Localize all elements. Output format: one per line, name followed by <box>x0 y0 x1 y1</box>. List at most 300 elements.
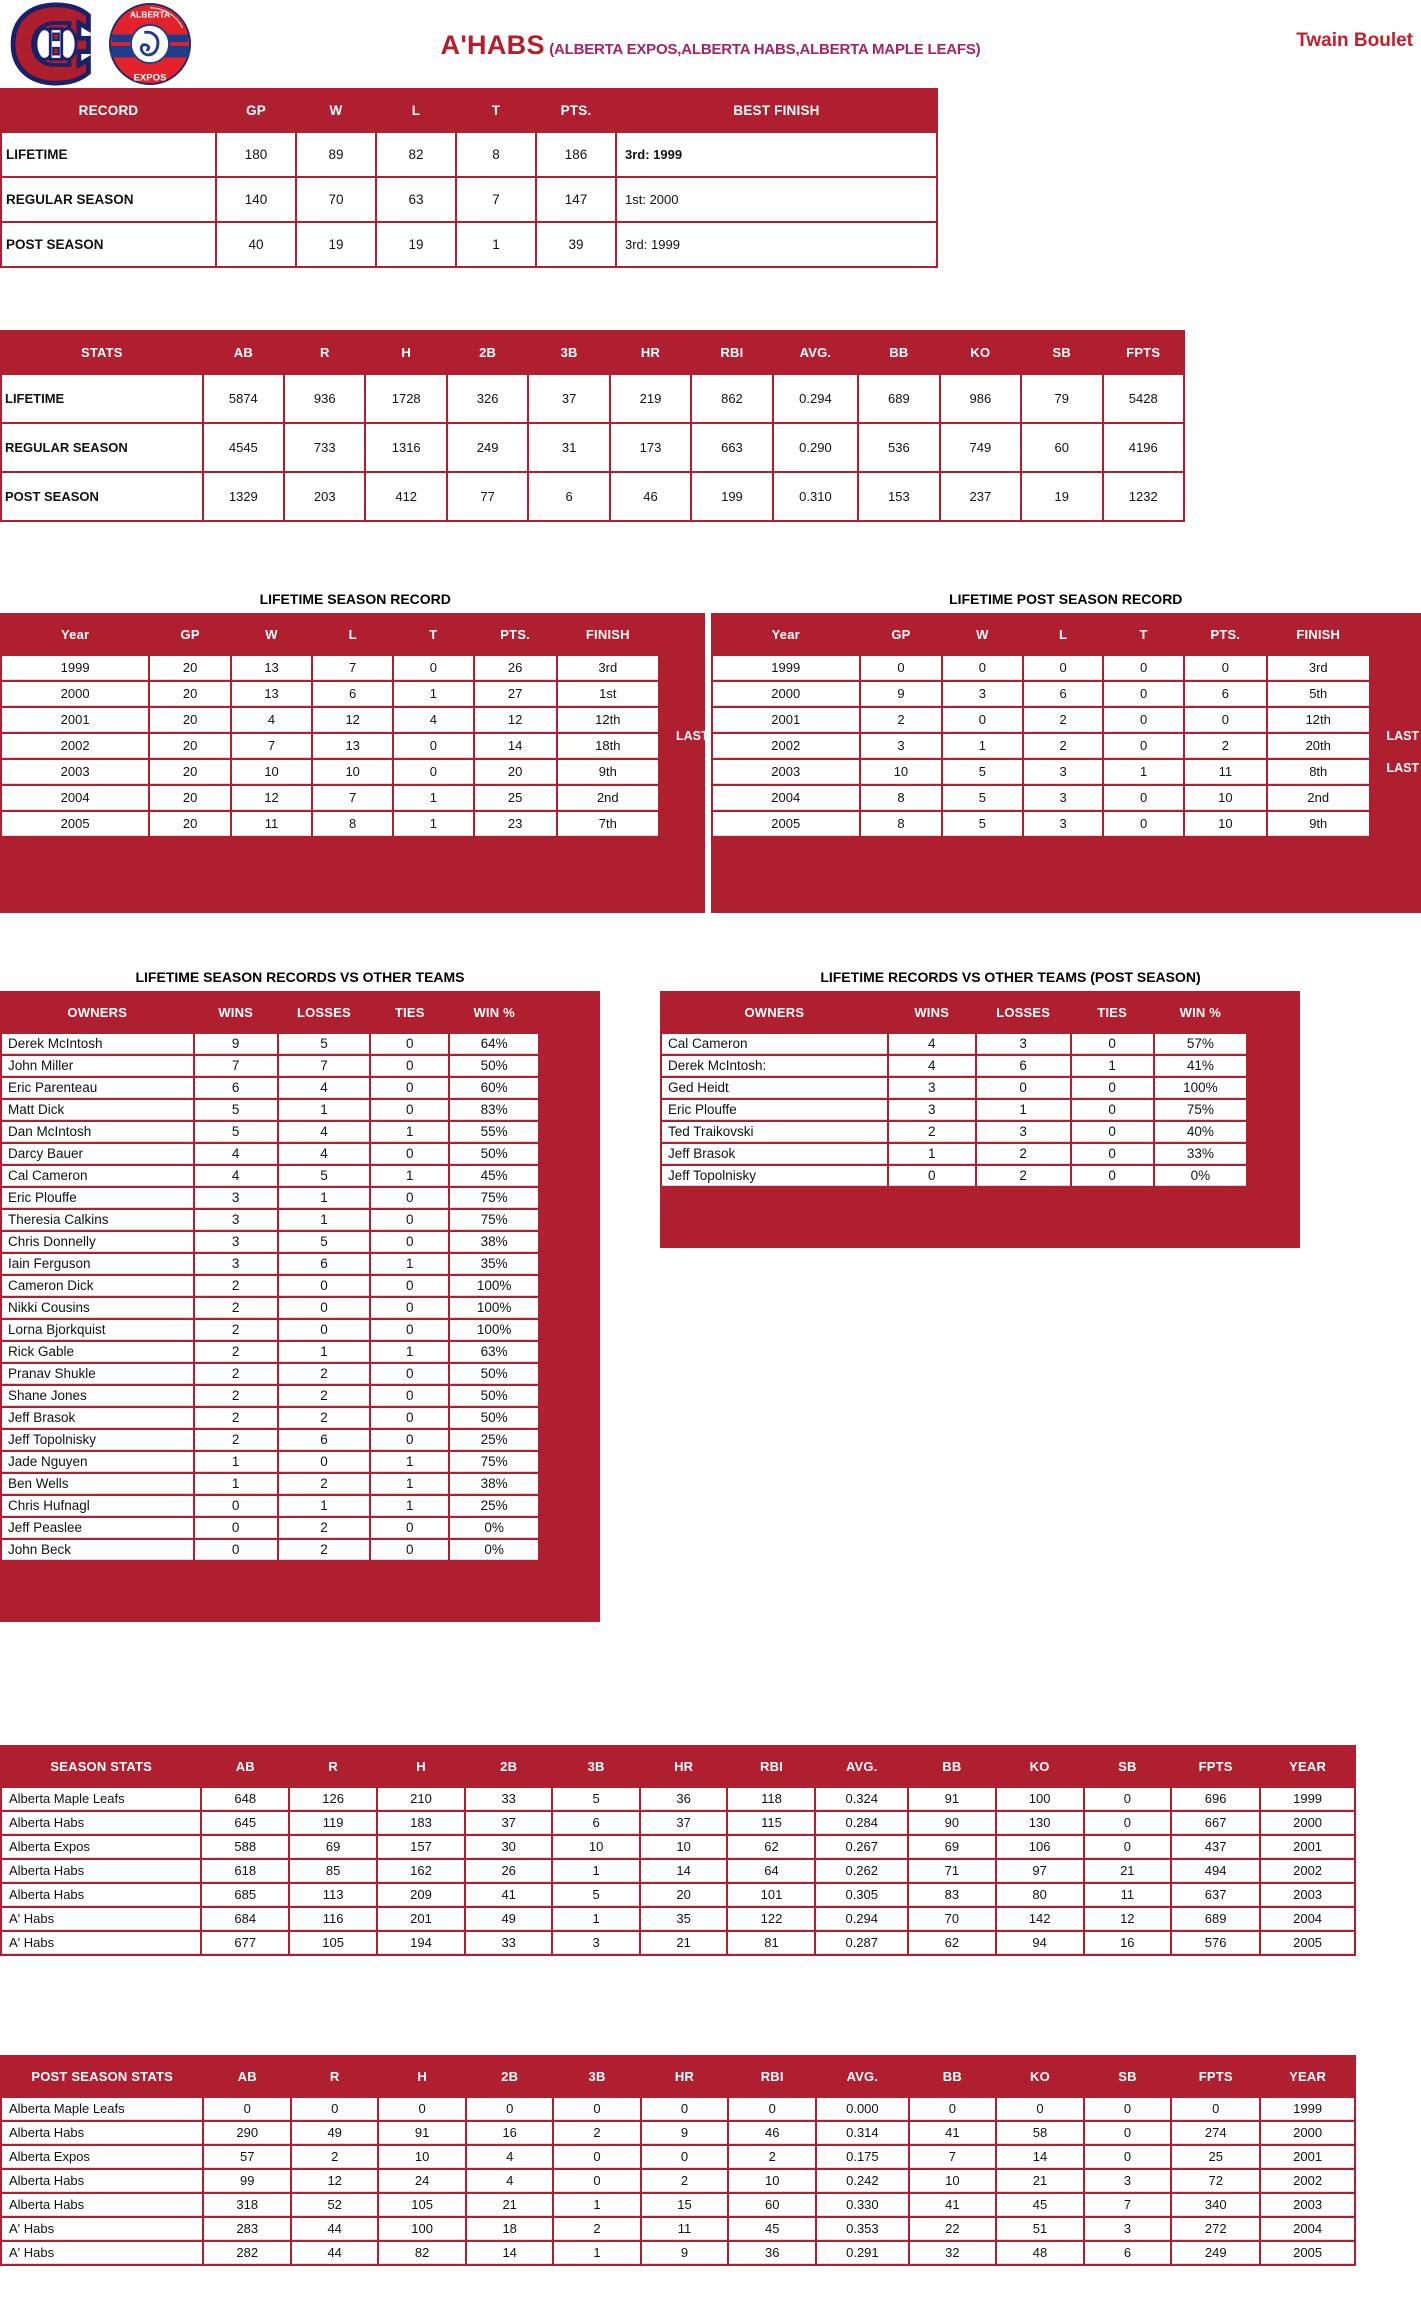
season_stats-row5-bb: 70 <box>909 1908 995 1930</box>
record-post-label: POST SEASON <box>2 223 215 266</box>
post_season_record-2003-w: 5 <box>943 760 1022 784</box>
stats-post-season-3b: 6 <box>529 473 608 520</box>
table-row <box>2 2098 1354 2120</box>
season_record-2000-pts: 27 <box>475 682 556 706</box>
vs_season-cal-cameron-win-pct: 45% <box>450 1166 538 1186</box>
vs_post_season-jeff-topolnisky-win-pct: 0% <box>1155 1166 1246 1186</box>
vs_season-jeff-peaslee-name: Jeff Peaslee <box>2 1518 193 1538</box>
season_record-2003-w: 10 <box>232 760 311 784</box>
col-w: W <box>943 615 1022 654</box>
vs_season-derek-mcintosh-losses: 5 <box>279 1034 369 1054</box>
vs_post_season-jeff-brasok-wins: 1 <box>889 1144 975 1164</box>
post_season_stats-row0-ab: 0 <box>204 2098 290 2120</box>
post_season_stats-row1-r: 49 <box>292 2122 377 2144</box>
vs_season-lorna-bjorkquist-wins: 2 <box>195 1320 277 1340</box>
col-bb: BB <box>909 1747 995 1786</box>
vs_season-jeff-peaslee-losses: 2 <box>279 1518 369 1538</box>
stats-post-season-ab: 1329 <box>204 473 283 520</box>
record-lifetime-l: 82 <box>377 133 455 176</box>
post_season_stats-row6-r: 44 <box>292 2242 377 2264</box>
table-row <box>662 1056 1246 1076</box>
post_season_stats-row4-r: 52 <box>292 2194 377 2216</box>
stats-lifetime-hr: 219 <box>611 375 690 422</box>
vs_season-lorna-bjorkquist-losses: 0 <box>279 1320 369 1340</box>
col-wins: WINS <box>195 993 277 1032</box>
stats-lifetime-3b: 37 <box>529 375 608 422</box>
vs_season-cal-cameron-wins: 4 <box>195 1166 277 1186</box>
post_season_stats-row1-3b: 2 <box>554 2122 639 2144</box>
season_stats-row2-avg: 0.267 <box>816 1836 907 1858</box>
vs_season-john-miller-ties: 0 <box>371 1056 448 1076</box>
record-lifetime-t: 8 <box>457 133 535 176</box>
vs_season-shane-jones-win-pct: 50% <box>450 1386 538 1406</box>
season_stats-row2-ab: 588 <box>202 1836 288 1858</box>
post_season_record-2001-finish: 12th <box>1268 708 1369 732</box>
stats-regular-season-ab: 4545 <box>204 424 283 471</box>
vs_season-chris-hufnagl-wins: 0 <box>195 1496 277 1516</box>
vs_season-cameron-dick-losses: 0 <box>279 1276 369 1296</box>
vs_post_season-ted-traikovski-name: Ted Traikovski <box>662 1122 887 1142</box>
vs_post_season-cal-cameron-losses: 3 <box>977 1034 1070 1054</box>
table-row <box>2 1210 538 1230</box>
season_record-1999-gp: 20 <box>150 656 230 680</box>
season-record-panel <box>0 613 711 913</box>
record-post-best: 3rd: 1999 <box>617 223 936 266</box>
table-header-row <box>2 90 936 131</box>
record-lifetime-pts: 186 <box>537 133 615 176</box>
post_season_record-2002-pts: 2 <box>1185 734 1266 758</box>
season_record-2001-finish: 12th <box>558 708 658 732</box>
post_season_stats-row1-ko: 58 <box>997 2122 1083 2144</box>
vs-tables-row <box>0 991 1421 1622</box>
post_season_stats-row5-avg: 0.353 <box>817 2218 907 2240</box>
season_stats-row0-fpts: 696 <box>1172 1788 1259 1810</box>
vs_season-ben-wells-wins: 1 <box>195 1474 277 1494</box>
post_season_stats-row5-bb: 22 <box>910 2218 996 2240</box>
season_record-2002-w: 7 <box>232 734 311 758</box>
table-row <box>2 375 1183 422</box>
table-row <box>2 1232 538 1252</box>
season_record-2005-pts: 23 <box>475 812 556 836</box>
record-regular-t: 7 <box>457 178 535 221</box>
col-fpts: FPTS <box>1172 1747 1259 1786</box>
stats-post-season-h: 412 <box>366 473 445 520</box>
stats-post-season-bb: 153 <box>859 473 938 520</box>
col-pts: PTS. <box>537 90 615 131</box>
season_stats-row4-r: 113 <box>290 1884 376 1906</box>
record-post-w: 19 <box>297 223 375 266</box>
table-row <box>2 1342 538 1362</box>
season_record-2001-w: 4 <box>232 708 311 732</box>
post_season_stats-row4-ko: 45 <box>997 2194 1083 2216</box>
post_season_stats-row1-h: 91 <box>379 2122 465 2144</box>
vs_season-ben-wells-win-pct: 38% <box>450 1474 538 1494</box>
season_record-1999-l: 7 <box>313 656 392 680</box>
season_stats-row6-hr: 21 <box>641 1932 727 1954</box>
vs_season-jeff-peaslee-win-pct: 0% <box>450 1518 538 1538</box>
post_season_stats-row0-year: 1999 <box>1261 2098 1354 2120</box>
season_record-2005-year: 2005 <box>2 812 148 836</box>
table-row <box>662 1166 1246 1186</box>
vs_season-matt-dick-losses: 1 <box>279 1100 369 1120</box>
col-fpts: FPTS <box>1104 332 1184 373</box>
post_season_record-2001-t: 0 <box>1104 708 1182 732</box>
post_season_record-2004-l: 3 <box>1024 786 1102 810</box>
season_record-2003-gp: 20 <box>150 760 230 784</box>
lifetime-records-titles <box>0 565 1421 613</box>
post_season_stats-row3-r: 12 <box>292 2170 377 2192</box>
season_stats-row5-sb: 12 <box>1085 1908 1171 1930</box>
season_record-2001-year: 2001 <box>2 708 148 732</box>
col-year: YEAR <box>1261 2057 1354 2096</box>
vs_season-eric-parenteau-wins: 6 <box>195 1078 277 1098</box>
record-lifetime-w: 89 <box>297 133 375 176</box>
vs_post_season-derek-mcintosh-losses: 6 <box>977 1056 1070 1076</box>
vs_season-ben-wells-losses: 2 <box>279 1474 369 1494</box>
vs_post_season-cal-cameron-name: Cal Cameron <box>662 1034 887 1054</box>
vs_season-john-miller-win-pct: 50% <box>450 1056 538 1076</box>
vs_season-shane-jones-losses: 2 <box>279 1386 369 1406</box>
season_stats-row3-fpts: 494 <box>1172 1860 1259 1882</box>
vs_season-chris-donnelly-ties: 0 <box>371 1232 448 1252</box>
vs_season-pranav-shukle-name: Pranav Shukle <box>2 1364 193 1384</box>
post_season_record-2000-t: 0 <box>1104 682 1182 706</box>
table-row <box>2 178 936 221</box>
season_stats-row3-team: Alberta Habs <box>2 1860 200 1882</box>
vs_post_season-ged-heidt-name: Ged Heidt <box>662 1078 887 1098</box>
season_record-2005-w: 11 <box>232 812 311 836</box>
record-regular-w: 70 <box>297 178 375 221</box>
post_season_stats-row1-rbi: 46 <box>729 2122 815 2144</box>
col-avg: AVG. <box>774 332 858 373</box>
post_season_stats-row1-2b: 16 <box>467 2122 552 2144</box>
vs_post_season-eric-plouffe-name: Eric Plouffe <box>662 1100 887 1120</box>
table-row <box>713 682 1369 706</box>
season_record-2002-gp: 20 <box>150 734 230 758</box>
table-row <box>2 1408 538 1428</box>
table-row <box>2 1474 538 1494</box>
post_season_record-2001-w: 0 <box>943 708 1022 732</box>
vs_season-darcy-bauer-name: Darcy Bauer <box>2 1144 193 1164</box>
vs_post_season-eric-plouffe-wins: 3 <box>889 1100 975 1120</box>
season_stats-row1-sb: 0 <box>1085 1812 1171 1834</box>
last-place-flag: LAST <box>1386 729 1420 743</box>
vs_season-jeff-brasok-win-pct: 50% <box>450 1408 538 1428</box>
post_season_stats-row0-bb: 0 <box>910 2098 996 2120</box>
season_stats-row0-avg: 0.324 <box>816 1788 907 1810</box>
vs_season-jeff-topolnisky-wins: 2 <box>195 1430 277 1450</box>
post_season_record-2005-t: 0 <box>1104 812 1182 836</box>
stats-post-season-2b: 77 <box>448 473 527 520</box>
post_season_stats-row2-year: 2001 <box>1261 2146 1354 2168</box>
col-rbi: RBI <box>692 332 771 373</box>
table-row <box>2 223 936 266</box>
post_season_record-2003-pts: 11 <box>1185 760 1266 784</box>
season_stats-row2-ko: 106 <box>997 1836 1083 1858</box>
col-win: WIN % <box>1155 993 1246 1032</box>
record-regular-gp: 140 <box>217 178 295 221</box>
season_stats-row4-rbi: 101 <box>728 1884 814 1906</box>
vs_season-eric-plouffe-wins: 3 <box>195 1188 277 1208</box>
season_stats-row5-ko: 142 <box>997 1908 1083 1930</box>
post_season_record-1999-year: 1999 <box>713 656 860 680</box>
post_season_stats-row1-hr: 9 <box>642 2122 728 2144</box>
season_stats-row2-fpts: 437 <box>1172 1836 1259 1858</box>
vs_season-iain-ferguson-ties: 1 <box>371 1254 448 1274</box>
season_stats-row4-3b: 5 <box>553 1884 638 1906</box>
stats-post-season-ko: 237 <box>941 473 1020 520</box>
vs_season-ben-wells-name: Ben Wells <box>2 1474 193 1494</box>
season_stats-row6-bb: 62 <box>909 1932 995 1954</box>
season_record-1999-year: 1999 <box>2 656 148 680</box>
vs_season-dan-mcintosh-wins: 5 <box>195 1122 277 1142</box>
season_stats-row4-year: 2003 <box>1261 1884 1354 1906</box>
table-row <box>2 1452 538 1472</box>
vs_season-jeff-topolnisky-losses: 6 <box>279 1430 369 1450</box>
stats-lifetime-fpts: 5428 <box>1104 375 1184 422</box>
vs_season-cal-cameron-losses: 5 <box>279 1166 369 1186</box>
col-w: W <box>232 615 311 654</box>
col-losses: LOSSES <box>279 993 369 1032</box>
post_season_record-1999-l: 0 <box>1024 656 1102 680</box>
stats-lifetime-bb: 689 <box>859 375 938 422</box>
post_season_stats-row4-hr: 15 <box>642 2194 728 2216</box>
season_record-2000-year: 2000 <box>2 682 148 706</box>
vs_season-chris-hufnagl-win-pct: 25% <box>450 1496 538 1516</box>
vs_post_season-ted-traikovski-wins: 2 <box>889 1122 975 1142</box>
stats-regular-season-sb: 60 <box>1022 424 1101 471</box>
vs_season-chris-donnelly-wins: 3 <box>195 1232 277 1252</box>
lifetime-records-panels <box>0 613 1421 913</box>
col-h: H <box>379 2057 465 2096</box>
season_stats-row1-2b: 37 <box>466 1812 551 1834</box>
post_season_stats-row1-team: Alberta Habs <box>2 2122 202 2144</box>
post_season_record-2002-year: 2002 <box>713 734 860 758</box>
table-row <box>2 1788 1354 1810</box>
team-aliases: (ALBERTA EXPOS,ALBERTA HABS,ALBERTA MAPLE LEAFS) <box>549 41 981 58</box>
table-header-row <box>662 993 1246 1032</box>
season_stats-row4-ko: 80 <box>997 1884 1083 1906</box>
col-owners: OWNERS <box>2 993 193 1032</box>
post_season_record-2001-gp: 2 <box>861 708 941 732</box>
vs_season-jeff-topolnisky-win-pct: 25% <box>450 1430 538 1450</box>
stats-post-season-label: POST SEASON <box>2 473 202 520</box>
vs_season-matt-dick-win-pct: 83% <box>450 1100 538 1120</box>
season_record-2005-t: 1 <box>394 812 472 836</box>
vs_season-jeff-topolnisky-ties: 0 <box>371 1430 448 1450</box>
vs_season-john-beck-name: John Beck <box>2 1540 193 1560</box>
season_stats-row2-h: 157 <box>378 1836 464 1858</box>
season_record-1999-finish: 3rd <box>558 656 658 680</box>
col-gp: GP <box>217 90 295 131</box>
vs_season-nikki-cousins-ties: 0 <box>371 1298 448 1318</box>
season_stats-row4-fpts: 637 <box>1172 1884 1259 1906</box>
vs_post_season-derek-mcintosh-ties: 1 <box>1072 1056 1153 1076</box>
post_season_record-2004-finish: 2nd <box>1268 786 1369 810</box>
col-2b: 2B <box>448 332 527 373</box>
post_season_record-1999-pts: 0 <box>1185 656 1266 680</box>
season_stats-row4-team: Alberta Habs <box>2 1884 200 1906</box>
vs_season-cal-cameron-ties: 1 <box>371 1166 448 1186</box>
col-3b: 3B <box>554 2057 639 2096</box>
post_season_stats-row6-rbi: 36 <box>729 2242 815 2264</box>
vs-titles <box>0 945 1421 991</box>
table-row <box>2 1298 538 1318</box>
col-wins: WINS <box>889 993 975 1032</box>
vs_season-cameron-dick-wins: 2 <box>195 1276 277 1296</box>
record-post-t: 1 <box>457 223 535 266</box>
col-h: H <box>378 1747 464 1786</box>
stats-lifetime-r: 936 <box>285 375 364 422</box>
record-regular-pts: 147 <box>537 178 615 221</box>
post_season_stats-row6-bb: 32 <box>910 2242 996 2264</box>
table-row <box>2 1908 1354 1930</box>
post_season_record-2004-w: 5 <box>943 786 1022 810</box>
season_record-2001-l: 12 <box>313 708 392 732</box>
season_stats-row1-ab: 645 <box>202 1812 288 1834</box>
post_season_stats-row0-ko: 0 <box>997 2098 1083 2120</box>
season-record-title: LIFETIME SEASON RECORD <box>259 591 451 607</box>
table-row <box>2 1812 1354 1834</box>
table-row <box>713 656 1369 680</box>
post_season_record-2002-gp: 3 <box>861 734 941 758</box>
table-row <box>662 1122 1246 1142</box>
table-header-row <box>2 332 1183 373</box>
post_season_stats-row0-rbi: 0 <box>729 2098 815 2120</box>
table-row <box>713 812 1369 836</box>
lifetime-records-section <box>0 565 1421 913</box>
post_season_stats-row1-fpts: 274 <box>1172 2122 1259 2144</box>
post_season_stats-row5-ko: 51 <box>997 2218 1083 2240</box>
stats-regular-season-avg: 0.290 <box>774 424 858 471</box>
season_stats-row0-ko: 100 <box>997 1788 1083 1810</box>
post_season_stats-row5-h: 100 <box>379 2218 465 2240</box>
vs_season-chris-donnelly-name: Chris Donnelly <box>2 1232 193 1252</box>
col-r: R <box>285 332 364 373</box>
last-place-flag: LAST <box>1386 761 1420 775</box>
vs_season-rick-gable-ties: 1 <box>371 1342 448 1362</box>
season_record-2004-t: 1 <box>394 786 472 810</box>
post_season_stats-row5-team: A' Habs <box>2 2218 202 2240</box>
col-year: Year <box>2 615 148 654</box>
vs_season-jeff-peaslee-wins: 0 <box>195 1518 277 1538</box>
season_stats-row6-h: 194 <box>378 1932 464 1954</box>
stats-post-season-hr: 46 <box>611 473 690 520</box>
post_season_stats-row4-bb: 41 <box>910 2194 996 2216</box>
season_record-2000-finish: 1st <box>558 682 658 706</box>
post_season_stats-row3-2b: 4 <box>467 2170 552 2192</box>
table-row <box>2 1836 1354 1858</box>
season_stats-row2-year: 2001 <box>1261 1836 1354 1858</box>
post_season_stats-row2-r: 2 <box>292 2146 377 2168</box>
season_record-2000-t: 1 <box>394 682 472 706</box>
post_season_stats-row0-2b: 0 <box>467 2098 552 2120</box>
table-row <box>662 1100 1246 1120</box>
season_stats-row4-bb: 83 <box>909 1884 995 1906</box>
post_season_stats-row6-avg: 0.291 <box>817 2242 907 2264</box>
record-post-pts: 39 <box>537 223 615 266</box>
vs_season-jeff-brasok-losses: 2 <box>279 1408 369 1428</box>
table-row <box>2 1056 538 1076</box>
season_record-2003-t: 0 <box>394 760 472 784</box>
season-stats-table <box>0 1745 1356 1956</box>
vs_season-john-beck-ties: 0 <box>371 1540 448 1560</box>
post_season_stats-row0-sb: 0 <box>1085 2098 1170 2120</box>
col-ab: AB <box>202 1747 288 1786</box>
col-gp: GP <box>861 615 941 654</box>
vs_season-lorna-bjorkquist-win-pct: 100% <box>450 1320 538 1340</box>
post_season_stats-row5-2b: 18 <box>467 2218 552 2240</box>
post_season_stats-row5-hr: 11 <box>642 2218 728 2240</box>
season_stats-row1-3b: 6 <box>553 1812 638 1834</box>
vs_season-pranav-shukle-wins: 2 <box>195 1364 277 1384</box>
season_stats-row4-sb: 11 <box>1085 1884 1171 1906</box>
post_season_stats-row2-avg: 0.175 <box>817 2146 907 2168</box>
post_season_stats-row5-r: 44 <box>292 2218 377 2240</box>
post_season_stats-row2-h: 10 <box>379 2146 465 2168</box>
post_season_stats-row6-hr: 9 <box>642 2242 728 2264</box>
post_season_stats-row6-2b: 14 <box>467 2242 552 2264</box>
vs_season-derek-mcintosh-ties: 0 <box>371 1034 448 1054</box>
season_stats-row6-team: A' Habs <box>2 1932 200 1954</box>
col-w: W <box>297 90 375 131</box>
post_season_stats-row5-fpts: 272 <box>1172 2218 1259 2240</box>
vs_post_season-ted-traikovski-losses: 3 <box>977 1122 1070 1142</box>
vs_season-eric-plouffe-losses: 1 <box>279 1188 369 1208</box>
season_stats-row6-r: 105 <box>290 1932 376 1954</box>
vs_season-nikki-cousins-losses: 0 <box>279 1298 369 1318</box>
post_season_stats-row6-ab: 282 <box>204 2242 290 2264</box>
vs_season-eric-plouffe-win-pct: 75% <box>450 1188 538 1208</box>
vs-season-title: LIFETIME SEASON RECORDS VS OTHER TEAMS <box>135 969 465 985</box>
post_season_record-2005-gp: 8 <box>861 812 941 836</box>
col-best-finish: BEST FINISH <box>617 90 936 131</box>
post_season_stats-row2-team: Alberta Expos <box>2 2146 202 2168</box>
post_season_record-2002-w: 1 <box>943 734 1022 758</box>
season_stats-row6-3b: 3 <box>553 1932 638 1954</box>
post_season_stats-row4-fpts: 340 <box>1172 2194 1259 2216</box>
col-l: L <box>1024 615 1102 654</box>
season_stats-row4-avg: 0.305 <box>816 1884 907 1906</box>
vs_season-john-miller-wins: 7 <box>195 1056 277 1076</box>
post_season_stats-row1-avg: 0.314 <box>817 2122 907 2144</box>
season_stats-row1-fpts: 667 <box>1172 1812 1259 1834</box>
vs_season-lorna-bjorkquist-ties: 0 <box>371 1320 448 1340</box>
col-2b: 2B <box>467 2057 552 2096</box>
vs_post_season-derek-mcintosh-wins: 4 <box>889 1056 975 1076</box>
col-2b: 2B <box>466 1747 551 1786</box>
vs_season-shane-jones-name: Shane Jones <box>2 1386 193 1406</box>
col-sb: SB <box>1085 2057 1170 2096</box>
record-post-l: 19 <box>377 223 455 266</box>
col-pts: PTS. <box>1185 615 1266 654</box>
post_season_stats-row5-rbi: 45 <box>729 2218 815 2240</box>
post_season_record-2004-pts: 10 <box>1185 786 1266 810</box>
season_stats-row2-hr: 10 <box>641 1836 727 1858</box>
vs_season-iain-ferguson-name: Iain Ferguson <box>2 1254 193 1274</box>
vs_season-theresia-calkins-losses: 1 <box>279 1210 369 1230</box>
post_season_stats-row3-bb: 10 <box>910 2170 996 2192</box>
post_season_record-2001-year: 2001 <box>713 708 860 732</box>
season_stats-row6-avg: 0.287 <box>816 1932 907 1954</box>
table-row <box>2 1386 538 1406</box>
season_stats-row5-avg: 0.294 <box>816 1908 907 1930</box>
post_season_record-2003-finish: 8th <box>1268 760 1369 784</box>
season_record-2004-w: 12 <box>232 786 311 810</box>
season_stats-row2-3b: 10 <box>553 1836 638 1858</box>
post_season_stats-row2-2b: 4 <box>467 2146 552 2168</box>
col-stats: STATS <box>2 332 202 373</box>
